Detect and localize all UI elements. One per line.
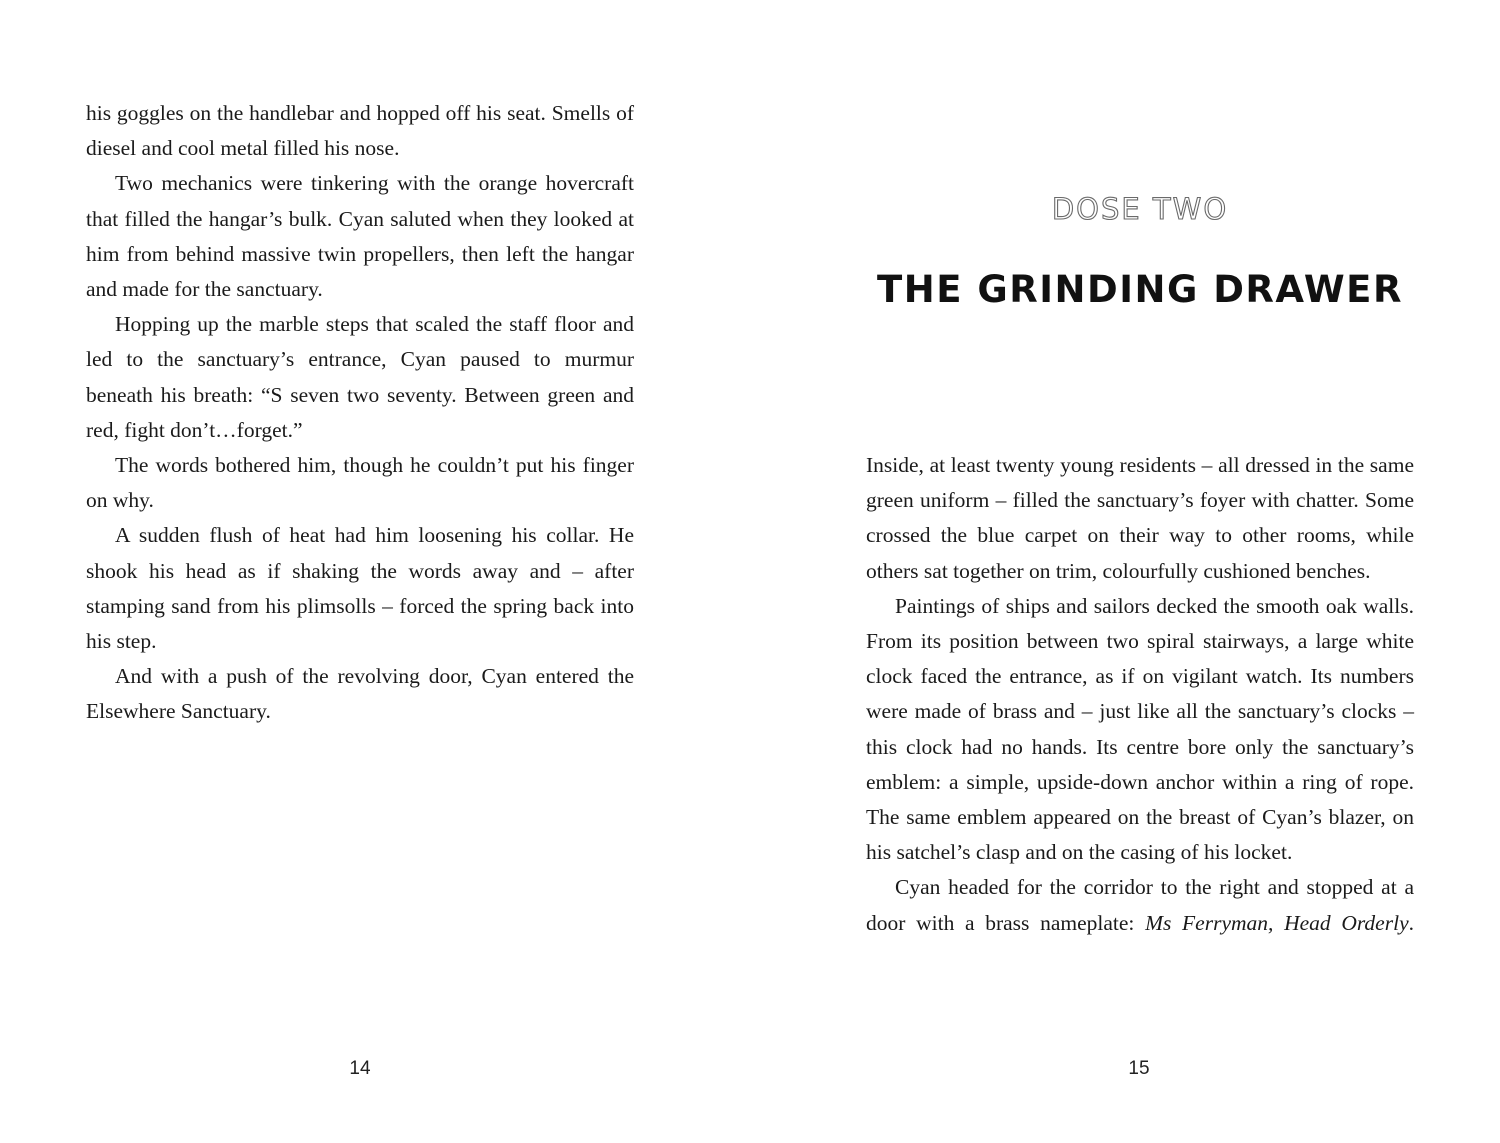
chapter-label: DOSE TWO (1051, 192, 1229, 226)
paragraph: The words bothered him, though he couldn’t put his finger on why. (86, 453, 634, 513)
paragraph: And with a push of the revolving door, Cyan entered the Elsewhere Sanctuary. (86, 664, 634, 724)
paragraph-end: . (1408, 910, 1414, 935)
page-number: 15 (1128, 1058, 1150, 1079)
chapter-title: THE GRINDING DRAWER (877, 268, 1403, 311)
paragraph: Two mechanics were tinkering with the orange hovercraft that filled the hangar’s bulk. Cyan saluted when they looked at him from behind massive twin propellers, then left the hangar and made for the sanctuary. (86, 171, 634, 302)
paragraph: Inside, at least twenty young residents – all dressed in the same green uniform – filled the sanctuary’s foyer with chatter. Some crossed the blue carpet on their way to other rooms, while others sat together on trim, colourfully cushioned benches. (866, 453, 1414, 583)
paragraph: Paintings of ships and sailors decked the smooth oak walls. From its position between two spiral stairways, a large white clock faced the entrance, as if on vigilant watch. Its numbers were made of brass and – just like all the sanctuary’s clocks – this clock had no hands. Its centre bore only the sanctuary’s emblem: a simple, upside-down anchor within a ring of rope. The same emblem appeared on the breast of Cyan’s blazer, on his satchel’s clasp and on the casing of his locket. (866, 593, 1414, 865)
paragraph: Hopping up the marble steps that scaled the staff floor and led to the sanctuary’s entrance, Cyan paused to murmur beneath his breath: “S seven two seventy. Between green and red, fight don’t…forget.” (86, 312, 634, 442)
page-number: 14 (349, 1058, 371, 1079)
left-page-text (86, 96, 634, 730)
paragraph (866, 870, 1414, 940)
paragraph: his goggles on the handlebar and hopped off his seat. Smells of diesel and cool metal filled his nose. (86, 101, 634, 161)
paragraph-text: Cyan headed for the corridor to the right and stopped at a door with a brass nameplate: (866, 875, 1414, 935)
right-page-text (866, 448, 1414, 941)
right-page (750, 0, 1500, 1143)
nameplate-text: Ms Ferryman, Head Orderly (1145, 910, 1409, 935)
paragraph: A sudden flush of heat had him loosening his collar. He shook his head as if shaking the words away and – after stamping sand from his plimsolls – forced the spring back into his step. (86, 523, 634, 654)
